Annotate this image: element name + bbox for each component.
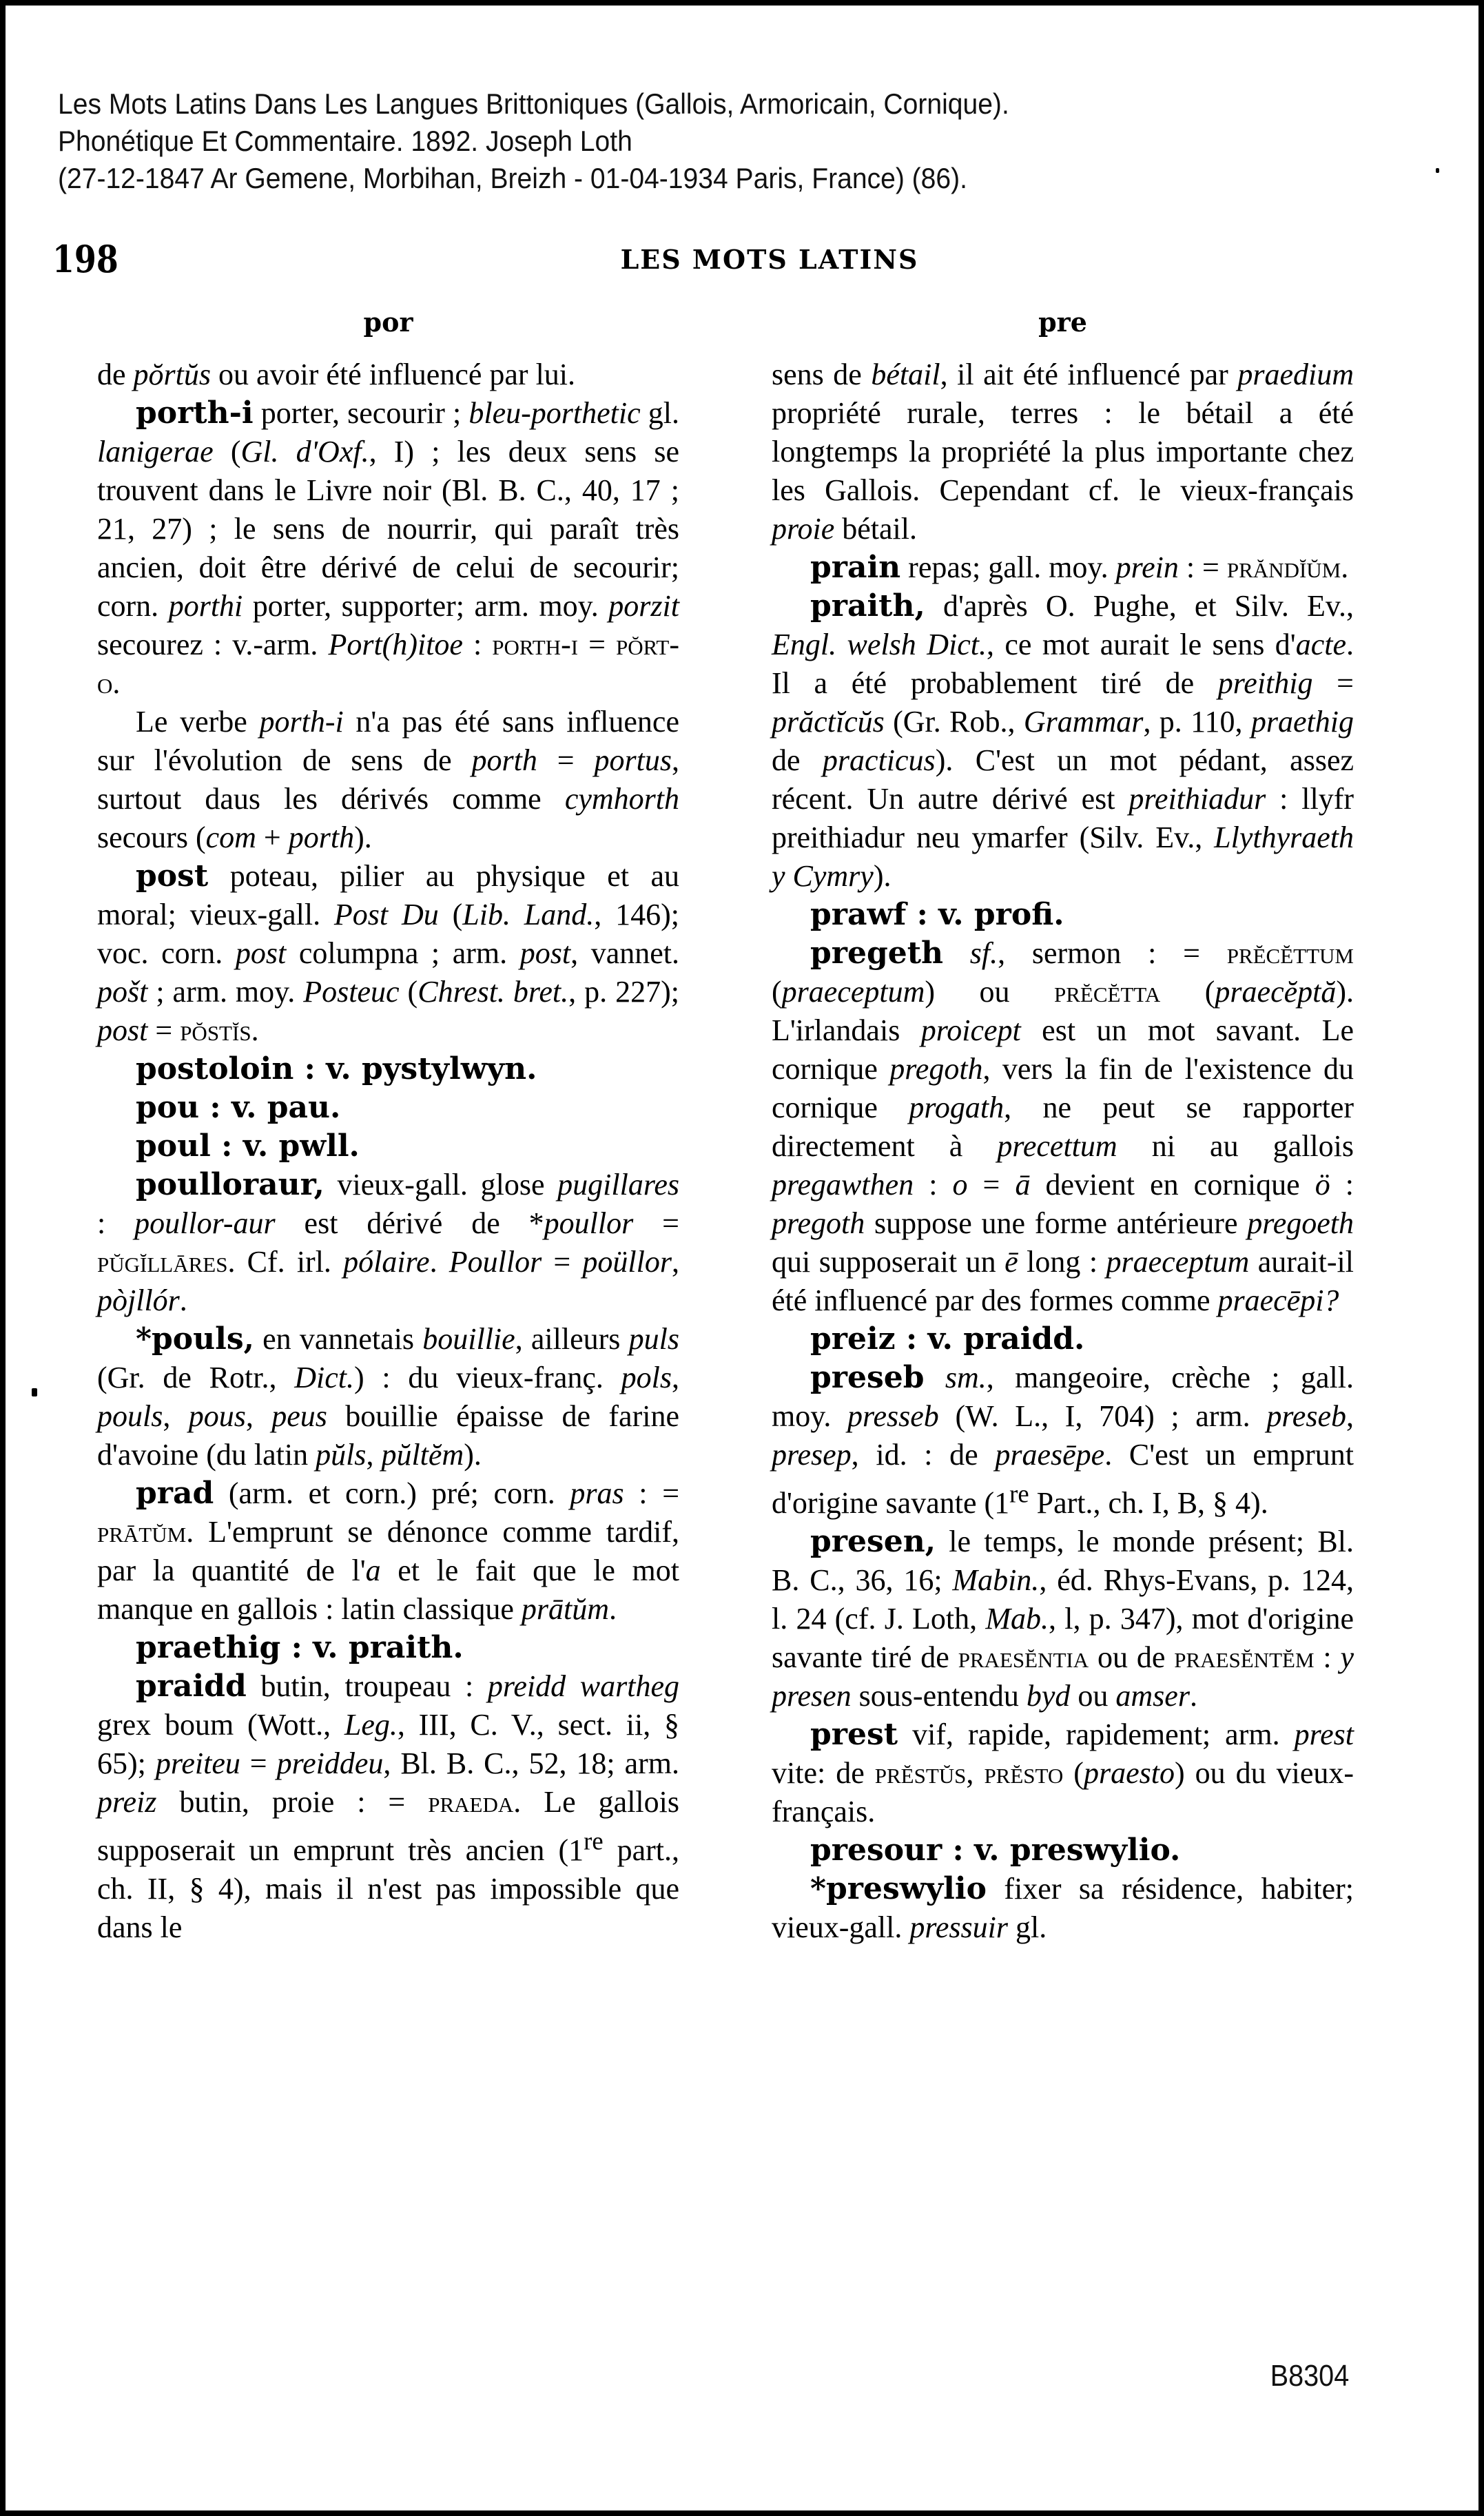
entry-body: repas; gall. moy. prein : = prăndĭŭm. xyxy=(900,550,1349,584)
entry-body: sm., mangeoire, crèche ; gall. moy. presseb (W. L., I, 704) ; arm. preseb, presep, id. : de praesēpe. C'est un emprunt d'origine savante (1re Part., ch. I, B, § 4). xyxy=(772,1361,1354,1520)
entry-headword: pou : v. pau. xyxy=(136,1090,341,1125)
catalog-code: B8304 xyxy=(1270,2359,1349,2393)
dictionary-entry xyxy=(772,1523,1354,1715)
dictionary-entry xyxy=(772,1831,1354,1870)
entry-body: d'après O. Pughe, et Silv. Ev., Engl. welsh Dict., ce mot aurait le sens d'acte. Il a été probablement tiré de preithig = prăctĭcŭs (Gr. Rob., Grammar, p. 110, praethig de practicus). C'est un mot pédant, assez récent. Un autre dérivé est preithiadur : llyfr preithiadur neu ymarfer (Silv. Ev., Llythyraeth y Cymry). xyxy=(772,589,1354,893)
right-guide-word: pre xyxy=(1038,307,1087,338)
right-column xyxy=(772,309,1354,1947)
dictionary-entry xyxy=(97,1166,679,1320)
dictionary-entry xyxy=(97,1127,679,1166)
source-caption xyxy=(58,85,1009,197)
caption-line-3: (27-12-1847 Ar Gemene, Morbihan, Breizh - 01-04-1934 Paris, France) (86). xyxy=(58,162,968,194)
dictionary-entry xyxy=(97,857,679,1050)
continued-text xyxy=(97,355,679,394)
entry-headword: *preswylio xyxy=(810,1870,987,1906)
left-column xyxy=(97,309,679,1947)
entry-body: sf., sermon : = prĕcĕttum (praeceptum) ou prĕcĕtta (praecĕptă). L'irlandais proicept est un mot savant. Le cornique pregoth, vers la fin de l'existence du cornique progath, ne peut se rapporter directement à precettum ni au gallois pregawthen : o = ā devient en cornique ö : pregoth suppose une forme antérieure pregoeth qui supposerait un ē long : praeceptum aurait-il été influencé par des formes comme praecēpi? xyxy=(772,936,1354,1317)
entry-headword: prad xyxy=(136,1476,214,1511)
left-paragraphs xyxy=(97,355,679,1947)
entry-headword: poul : v. pwll. xyxy=(136,1128,360,1164)
dictionary-entry xyxy=(97,1050,679,1089)
entry-headword: prest xyxy=(810,1716,898,1752)
entry-headword: prawf : v. profi. xyxy=(810,897,1064,932)
dictionary-entry xyxy=(772,548,1354,587)
entry-headword: *pouls, xyxy=(136,1321,254,1357)
entry-body: en vannetais bouillie, ailleurs puls (Gr. de Rotr., Dict.) : du vieux-franç. pols, pouls, pous, peus bouillie épaisse de farine d'avoine (du latin pŭls, pŭltĕm). xyxy=(97,1322,679,1472)
dictionary-entry xyxy=(97,1089,679,1127)
page-frame xyxy=(6,6,1478,2510)
dictionary-entry xyxy=(772,587,1354,896)
dictionary-entry xyxy=(97,394,679,703)
scan-speck xyxy=(1436,168,1439,173)
entry-headword: praith, xyxy=(810,588,925,623)
entry-headword: praidd xyxy=(136,1669,247,1704)
dictionary-entry xyxy=(772,896,1354,934)
scan-speck xyxy=(32,1388,37,1396)
entry-headword: praethig : v. praith. xyxy=(136,1630,464,1665)
entry-body: fixer sa résidence, habiter; vieux-gall. pressuir gl. xyxy=(772,1871,1354,1944)
dictionary-entry xyxy=(772,1359,1354,1523)
entry-headword: preiz : v. praidd. xyxy=(810,1321,1085,1357)
caption-line-1: Les Mots Latins Dans Les Langues Brittoniques (Gallois, Armoricain, Cornique). xyxy=(58,87,1009,120)
dictionary-entry xyxy=(772,1870,1354,1947)
caption-line-2: Phonétique Et Commentaire. 1892. Joseph Loth xyxy=(58,125,632,157)
dictionary-entry xyxy=(772,1320,1354,1359)
entry-headword: prain xyxy=(810,550,901,585)
entry-body: le temps, le monde présent; Bl. B. C., 36, 16; Mabin., éd. Rhys-Evans, p. 124, l. 24 (cf. J. Loth, Mab., l, p. 347), mot d'origine savante tiré de praesĕntia ou de praesĕntĕm : y presen sous-entendu byd ou amser. xyxy=(772,1524,1354,1713)
entry-body: (arm. et corn.) pré; corn. pras : = prātŭm. L'emprunt se dénonce comme tardif, par la quantité de l'a et le fait que le mot manque en gallois : latin classique prātŭm. xyxy=(97,1476,680,1626)
entry-headword: postoloin : v. pystylwyn. xyxy=(136,1051,537,1086)
entry-body: poteau, pilier au physique et au moral; vieux-gall. Post Du (Lib. Land., 146); voc. corn. post columpna ; arm. post, vannet. pošt ; arm. moy. Posteuc (Chrest. bret., p. 227); post = pŏstĭs. xyxy=(97,859,679,1047)
entry-body: sens de bétail, il ait été influencé par praedium propriété rurale, terres : le bétail a été longtemps la propriété la plus importante chez les Gallois. Cependant cf. le vieux-français proie bétail. xyxy=(772,358,1354,546)
page-number: 198 xyxy=(52,237,118,281)
entry-headword: porth-i xyxy=(136,395,254,431)
entry-body: Le verbe porth-i n'a pas été sans influence sur l'évolution de sens de porth = portus, surtout daus les dérivés comme cymhorth secours (com + porth). xyxy=(97,705,679,854)
entry-headword: pregeth xyxy=(810,936,944,971)
entry-headword: post xyxy=(136,858,209,894)
entry-body: vif, rapide, rapidement; arm. prest vite: de prĕstŭs, prĕsto (praesto) ou du vieux-français. xyxy=(772,1717,1354,1828)
dictionary-entry xyxy=(97,703,679,857)
right-paragraphs xyxy=(772,355,1354,1947)
dictionary-entry xyxy=(772,934,1354,1320)
entry-headword: presen, xyxy=(810,1523,936,1559)
running-head: LES MOTS LATINS xyxy=(620,244,919,275)
entry-body: vieux-gall. glose pugillares : poullor-aur est dérivé de *poullor = pŭgĭllāres. Cf. irl. pólaire. Poullor = poüllor, pòjllór. xyxy=(97,1168,679,1317)
dictionary-entry xyxy=(97,1629,679,1667)
dictionary-entry xyxy=(97,1320,679,1474)
entry-headword: preseb xyxy=(810,1360,925,1395)
entry-headword: poulloraur, xyxy=(136,1167,324,1202)
entry-body: porter, secourir ; bleu-porthetic gl. lanigerae (Gl. d'Oxf., I) ; les deux sens se trouvent dans le Livre noir (Bl. B. C., 40, 17 ; 21, 27) ; le sens de nourrir, qui paraît très ancien, doit être dérivé de celui de secourir; corn. porthi porter, supporter; arm. moy. porzit secourez : v.-arm. Port(h)itoe : porth-i = pŏrt-o. xyxy=(97,396,679,700)
dictionary-entry xyxy=(97,1474,679,1629)
continued-text xyxy=(772,355,1354,548)
left-guide-word: por xyxy=(363,307,413,338)
entry-headword: presour : v. preswylio. xyxy=(810,1832,1181,1868)
entry-body: de pŏrtŭs ou avoir été influencé par lui. xyxy=(97,358,576,391)
entry-body: butin, troupeau : preidd wartheg grex boum (Wott., Leg., III, C. V., sect. ii, § 65); preiteu = preiddeu, Bl. B. C., 52, 18; arm. preiz butin, proie : = praeda. Le gallois supposerait un emprunt très ancien (1re part., ch. II, § 4), mais il n'est pas impossible que dans le xyxy=(97,1669,680,1944)
dictionary-entry xyxy=(97,1667,679,1947)
dictionary-entry xyxy=(772,1715,1354,1831)
